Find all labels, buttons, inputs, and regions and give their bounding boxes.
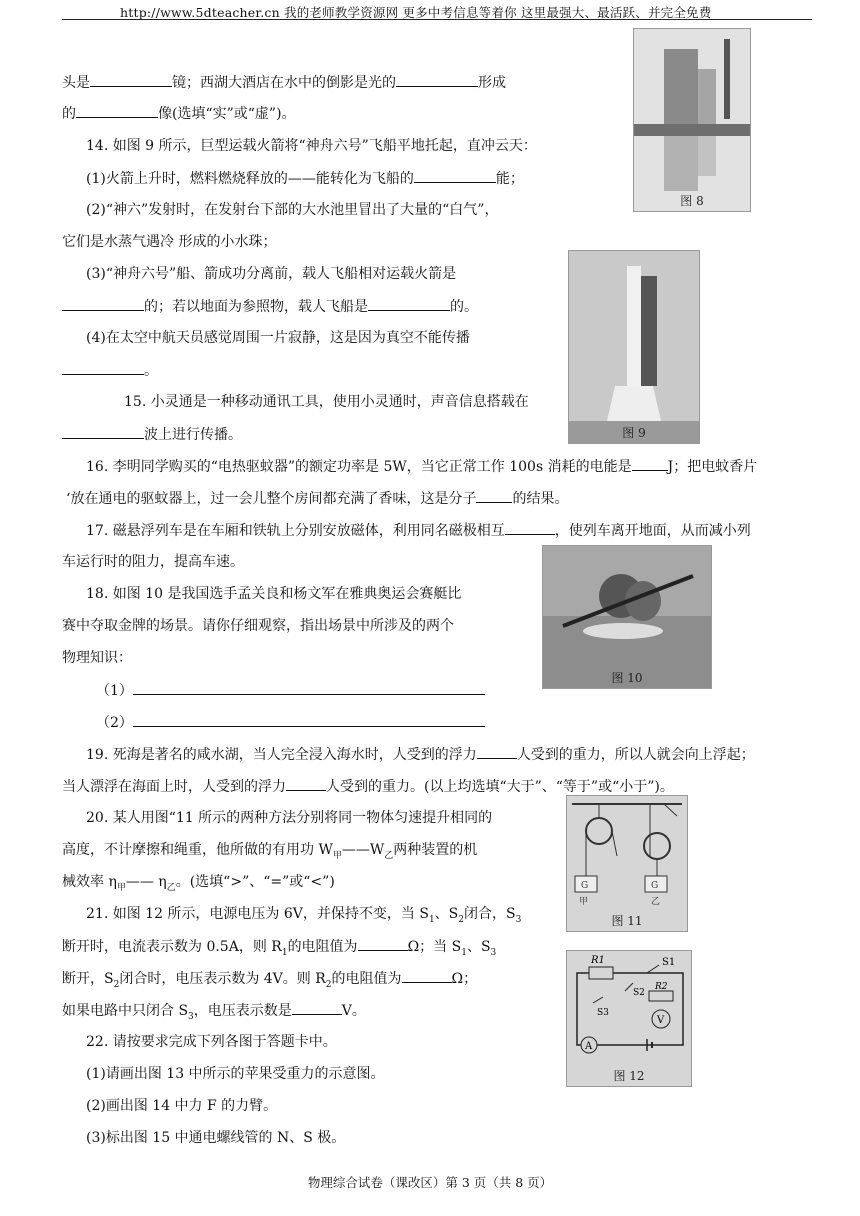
- answer-blank[interactable]: [90, 72, 172, 87]
- text-line: [62, 776, 674, 797]
- text: 人受到的重力。(以上均选填“大于”、“等于”或“小于”)。: [326, 779, 674, 795]
- figure-caption: 图 10: [611, 671, 643, 685]
- circuit-diagram: [567, 951, 691, 1086]
- subscript: 乙: [166, 882, 176, 893]
- figure-8-photo: [633, 28, 751, 212]
- text-line: [96, 712, 485, 733]
- subscript: 3: [188, 1011, 194, 1022]
- text-line: 车运行时的阻力，提高车速。: [62, 554, 244, 570]
- question-18: 18. 如图 10 是我国选手孟关良和杨文军在雅典奥运会赛艇比: [86, 586, 462, 602]
- page-footer: 物理综合试卷（课改区）第 3 页（共 8 页）: [307, 1175, 553, 1190]
- subscript: 1: [461, 947, 467, 958]
- label-voltmeter: V: [657, 1015, 665, 1026]
- text-line: [86, 168, 524, 189]
- text: 当人漂浮在海面上时，人受到的浮力: [62, 779, 286, 795]
- subscript: 甲: [332, 850, 342, 861]
- text: ‘放在通电的驱蚊器上，过一会儿整个房间都充满了香味，这是分子: [66, 491, 477, 507]
- text: 19. 死海是著名的咸水湖，当人完全浸入海水时，人受到的浮力: [86, 747, 477, 763]
- answer-blank[interactable]: [402, 968, 452, 983]
- label-g: G: [651, 881, 659, 891]
- text-line: (1)请画出图 13 中所示的苹果受重力的示意图。: [86, 1066, 385, 1082]
- text-line: (2)画出图 14 中力 F 的力臂。: [86, 1098, 278, 1114]
- text: 断开时，电流表示数为 0.5A，则 R: [62, 939, 282, 955]
- text-line: [62, 840, 477, 866]
- text: （2）: [96, 715, 133, 731]
- building-reflection-image: [634, 29, 750, 211]
- text: 的结果。: [512, 491, 569, 507]
- label-jia: 甲: [579, 897, 589, 907]
- text: 16. 李明同学购买的“电热驱蚊器”的额定功率是 5W，当它正常工作 100s 消耗的电能是: [86, 459, 632, 475]
- label-s2: S2: [633, 988, 645, 998]
- answer-blank[interactable]: [414, 168, 496, 183]
- label-ammeter: A: [585, 1041, 593, 1052]
- answer-blank[interactable]: [286, 776, 326, 791]
- text: 械效率 η: [62, 874, 117, 890]
- answer-blank[interactable]: [133, 712, 485, 727]
- subscript: 1: [428, 914, 435, 925]
- figure-caption: 图 8: [680, 194, 704, 208]
- question-21: [86, 904, 521, 930]
- text: 两种装置的机: [393, 842, 478, 858]
- subscript: 2: [458, 914, 464, 925]
- text: 21. 如图 12 所示，电源电压为 6V，并保持不变，当 S: [86, 906, 429, 922]
- answer-blank[interactable]: [62, 296, 144, 311]
- page-header: http://www.5dteacher.cn 我的老师教学资源网 更多中考信息等着你 这里最强大、最活跃、并完全免费: [120, 5, 712, 20]
- text-line: [62, 968, 477, 995]
- text: 能；: [495, 171, 524, 187]
- question-16: [86, 456, 757, 477]
- subscript: 乙: [384, 850, 394, 861]
- header-divider: [62, 19, 812, 20]
- text: ，电压表示数是: [193, 1003, 292, 1019]
- text: 的；若以地面为参照物，载人飞船是: [144, 299, 368, 315]
- label-r2: R2: [655, 982, 668, 992]
- text-line: [62, 872, 335, 898]
- text: 的: [62, 106, 76, 122]
- text: V。: [341, 1003, 366, 1019]
- text-line: [62, 296, 478, 317]
- answer-blank[interactable]: [368, 296, 450, 311]
- text-line: [62, 424, 242, 445]
- text-line: 物理知识：: [62, 650, 132, 666]
- question-14: 14. 如图 9 所示，巨型运载火箭将“神舟六号”飞船平地托起，直冲云天：: [86, 138, 537, 154]
- answer-blank[interactable]: [62, 360, 144, 375]
- rocket-image: [569, 251, 699, 443]
- text: ——W: [341, 842, 385, 858]
- text: 镜；西湖大酒店在水中的倒影是光的: [172, 75, 396, 91]
- text: 闭合，S: [464, 906, 516, 922]
- figure-11-diagram: [566, 795, 688, 932]
- answer-blank[interactable]: [358, 936, 408, 951]
- answer-blank[interactable]: [292, 1000, 342, 1015]
- text-line: (3)标出图 15 中通电螺线管的 N、S 极。: [86, 1130, 346, 1146]
- text: 头是: [62, 75, 90, 91]
- figure-caption: 图 12: [613, 1069, 645, 1083]
- text: 形成: [478, 75, 506, 91]
- text-line: [62, 103, 296, 124]
- text-line: 赛中夺取金牌的场景。请你仔细观察，指出场景中所涉及的两个: [62, 618, 454, 634]
- text: 断开，S: [62, 971, 114, 987]
- text-line: (4)在太空中航天员感觉周围一片寂静，这是因为真空不能传播: [86, 330, 470, 346]
- answer-blank[interactable]: [396, 72, 478, 87]
- figure-12-diagram: [566, 950, 692, 1087]
- text-line: [62, 360, 158, 381]
- text: 人受到的重力，所以人就会向上浮起；: [516, 747, 755, 763]
- question-19: [86, 744, 755, 765]
- label-s3: S3: [597, 1008, 609, 1018]
- label-yi: 乙: [651, 897, 661, 907]
- figure-caption: 图 9: [622, 426, 646, 440]
- figure-10-photo: [542, 545, 712, 689]
- text: 。(选填“>”、“=”或“<”): [175, 874, 335, 890]
- text: 。: [144, 363, 158, 379]
- text-line: [62, 72, 506, 93]
- text-line: (2)“神六”发射时，在发射台下部的大水池里冒出了大量的“白气”，: [86, 202, 499, 218]
- question-15: 15. 小灵通是一种移动通讯工具，使用小灵通时，声音信息搭载在: [124, 394, 529, 410]
- text: 、S: [466, 939, 491, 955]
- subscript: 1: [281, 947, 288, 958]
- text: J；把电蚊香片: [667, 459, 758, 475]
- figure-caption: 图 11: [611, 914, 643, 928]
- text-line: (3)“神舟六号”船、箭成功分离前，载人飞船相对运载火箭是: [86, 266, 457, 282]
- answer-blank[interactable]: [505, 520, 555, 535]
- question-20: 20. 某人用图“11 所示的两种方法分别将同一物体匀速提升相同的: [86, 810, 493, 826]
- subscript: 2: [113, 979, 120, 990]
- text: ，使列车离开地面，从而减小列: [554, 523, 751, 539]
- text-line: [66, 488, 568, 509]
- text: 像(选填“实”或“虚”)。: [158, 106, 296, 122]
- label-r1: R1: [591, 955, 605, 966]
- text-line: [62, 936, 496, 963]
- label-g: G: [581, 881, 589, 891]
- answer-blank[interactable]: [476, 488, 512, 503]
- text: 17. 磁悬浮列车是在车厢和铁轨上分别安放磁体，利用同名磁极相互: [86, 523, 505, 539]
- answer-blank[interactable]: [76, 103, 158, 118]
- text-line: [62, 1000, 366, 1027]
- text: (1)火箭上升时，燃料燃烧释放的——能转化为飞船的: [86, 171, 414, 187]
- text-line: [96, 680, 485, 701]
- question-22: 22. 请按要求完成下列各图于答题卡中。: [86, 1034, 337, 1050]
- answer-blank[interactable]: [133, 680, 485, 695]
- text: 的电阻值为: [331, 971, 402, 987]
- question-17: [86, 520, 751, 541]
- text: Ω；当 S: [407, 939, 462, 955]
- text: Ω；: [451, 971, 478, 987]
- subscript: 3: [490, 947, 497, 958]
- text: 的电阻值为: [287, 939, 358, 955]
- text: 、S: [434, 906, 459, 922]
- answer-blank[interactable]: [632, 456, 668, 471]
- answer-blank[interactable]: [477, 744, 517, 759]
- kayak-image: [543, 546, 711, 688]
- figure-9-photo: [568, 250, 700, 444]
- text: 闭合时，电压表示数为 4V。则 R: [119, 971, 326, 987]
- subscript: 2: [325, 979, 332, 990]
- text-line: 它们是水蒸气遇冷 形成的小水珠；: [62, 234, 277, 250]
- text: —— η: [125, 874, 167, 890]
- subscript: 3: [515, 914, 522, 925]
- label-s1: S1: [662, 957, 676, 968]
- pulley-diagram: [567, 796, 687, 931]
- text: （1）: [96, 683, 133, 699]
- text: 如果电路中只闭合 S: [62, 1003, 189, 1019]
- answer-blank[interactable]: [62, 424, 144, 439]
- text: 波上进行传播。: [144, 427, 242, 443]
- subscript: 甲: [116, 882, 126, 893]
- text: 的。: [450, 299, 478, 315]
- text: 高度，不计摩擦和绳重，他所做的有用功 W: [62, 842, 333, 858]
